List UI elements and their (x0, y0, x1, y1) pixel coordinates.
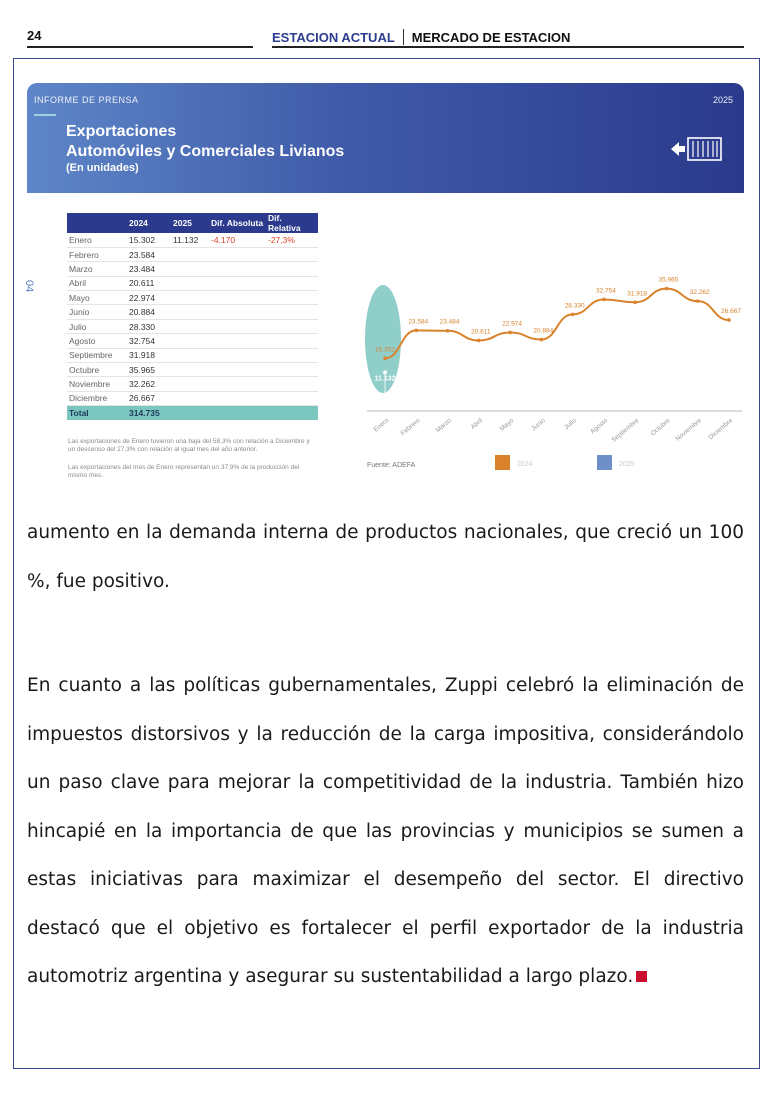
value-cell: 20.611 (127, 276, 171, 290)
series-2024-data-label: 28.330 (564, 302, 585, 310)
series-2024-data-label: 15.302 (375, 346, 395, 354)
value-cell (266, 334, 318, 348)
value-cell (209, 305, 266, 319)
legend-swatch (597, 455, 612, 470)
value-cell: 32.262 (127, 377, 171, 391)
total-cell: Total (67, 406, 127, 420)
body-paragraph-2-text: En cuanto a las políticas gubernamentales, Zuppi celebró la eliminación de impuestos distorsivos y la reducción de la carga impositiva, considerándolo un paso clave para mejorar la competitividad de la industria. También hizo hincapié en la importancia de que las provincias y municipios se sumen a estas iniciativas para maximizar el desempeño del sector. El directivo destacó que el objetivo es fortalecer el perfil exportador de la industria automotriz argentina y asegurar su sustentabilidad a largo plazo. (27, 675, 744, 987)
banner-title-line1: Exportaciones (66, 123, 177, 140)
series-2024-data-label: 35.965 (658, 276, 679, 284)
table-row (67, 363, 318, 377)
value-cell: -4.170 (209, 233, 266, 247)
banner-title (66, 122, 344, 162)
x-tick-label: Septiembre (610, 417, 641, 444)
x-tick-label: Octubre (649, 417, 672, 438)
running-header (272, 29, 570, 45)
banner-unit: (En unidades) (66, 162, 139, 174)
table-header-cell: Dif. Relativa (266, 213, 318, 233)
series-2024-point (383, 357, 387, 361)
value-cell: 32.754 (127, 334, 171, 348)
value-cell: 35.965 (127, 363, 171, 377)
month-cell: Mayo (67, 291, 127, 305)
value-cell (209, 247, 266, 261)
value-cell (171, 262, 209, 276)
table-row (67, 348, 318, 362)
table-row (67, 305, 318, 319)
total-cell (209, 406, 266, 420)
page-number: 24 (27, 28, 42, 43)
legend-swatch (495, 455, 510, 470)
table-row (67, 291, 318, 305)
value-cell (209, 319, 266, 333)
value-cell: 20.884 (127, 305, 171, 319)
value-cell (171, 291, 209, 305)
value-cell (266, 291, 318, 305)
banner-underline (34, 114, 56, 116)
body-paragraph-2 (27, 662, 744, 1002)
series-2024-point (414, 329, 418, 333)
value-cell: 26.667 (127, 391, 171, 405)
series-2024-line (385, 289, 729, 359)
exports-table (67, 213, 318, 420)
table-header-row (67, 213, 318, 233)
month-cell: Junio (67, 305, 127, 319)
month-cell: Abril (67, 276, 127, 290)
section-name: ESTACION ACTUAL (272, 29, 395, 45)
series-2024-point (571, 313, 575, 317)
body-paragraph-1: aumento en la demanda interna de productos nacionales, que creció un 100 %, fue positivo. (27, 522, 744, 592)
series-2024-point (727, 318, 731, 322)
total-cell (266, 406, 318, 420)
value-cell: 28.330 (127, 319, 171, 333)
series-2024-data-label: 22.974 (502, 320, 523, 328)
header-separator (403, 29, 404, 45)
banner-year: 2025 (712, 95, 733, 105)
subsection-name: MERCADO DE ESTACION (411, 29, 571, 45)
value-cell (266, 348, 318, 362)
month-cell: Septiembre (67, 348, 127, 362)
value-cell: -27,3% (266, 233, 318, 247)
series-2024-point (696, 299, 700, 303)
month-cell: Marzo (67, 262, 127, 276)
month-cell: Noviembre (67, 377, 127, 391)
table-total-row (67, 406, 318, 420)
table-header-cell: 2025 (171, 213, 209, 233)
total-cell (171, 406, 209, 420)
header-rule-right (272, 46, 744, 48)
series-2024-point (446, 329, 450, 333)
table-row (67, 391, 318, 405)
header-rule-left (27, 46, 253, 48)
value-cell (171, 391, 209, 405)
table-row (67, 377, 318, 391)
value-cell (209, 262, 266, 276)
value-cell (171, 247, 209, 261)
banner-kicker: INFORME DE PRENSA (34, 95, 139, 105)
series-2024-point (602, 298, 606, 302)
x-tick-label: Febrero (399, 417, 422, 438)
series-2024-data-label: 23.584 (408, 318, 429, 326)
value-cell (171, 348, 209, 362)
value-cell (209, 377, 266, 391)
value-cell (266, 377, 318, 391)
month-cell: Julio (67, 319, 127, 333)
series-2024-data-label: 32.262 (689, 289, 710, 297)
value-cell (171, 334, 209, 348)
value-cell: 23.484 (127, 262, 171, 276)
table-header-cell: Dif. Absoluta (209, 213, 266, 233)
table-row (67, 319, 318, 333)
table-header-cell: 2024 (127, 213, 171, 233)
table-note-1: Las exportaciones de Enero tuvieron una baja del 58,3% con relación a Diciembre y un descenso del 27,3% con relación al igual mes del año anterior. (68, 438, 310, 453)
series-2024-point (477, 339, 481, 343)
table-row (67, 247, 318, 261)
series-2024-data-label: 31.918 (627, 290, 648, 298)
total-cell: 314.735 (127, 406, 171, 420)
value-cell (266, 391, 318, 405)
value-cell (209, 391, 266, 405)
series-2025-point (383, 370, 387, 374)
legend-label: 2025 (619, 461, 635, 468)
x-tick-label: Junio (530, 417, 547, 433)
value-cell (209, 348, 266, 362)
value-cell (171, 276, 209, 290)
x-tick-label: Agosto (589, 417, 610, 436)
x-tick-label: Abril (469, 417, 485, 431)
value-cell: 11.132 (171, 233, 209, 247)
month-cell: Enero (67, 233, 127, 247)
legend-label: 2024 (517, 461, 533, 468)
table-row (67, 233, 318, 247)
table-note-2: Las exportaciones del mes de Enero representan un 37,9% de la producción del mismo mes. (68, 464, 300, 479)
series-2024-data-label: 20.884 (533, 327, 554, 335)
series-2024-point (665, 287, 669, 291)
value-cell (209, 363, 266, 377)
x-tick-label: Diciembre (707, 417, 735, 442)
month-cell: Agosto (67, 334, 127, 348)
figure-side-label: 04 (23, 280, 35, 293)
series-2024-data-label: 32.754 (595, 287, 616, 295)
value-cell (266, 319, 318, 333)
series-2024-data-label: 20.611 (471, 328, 491, 336)
value-cell: 23.584 (127, 247, 171, 261)
series-2024-data-label: 23.484 (439, 318, 460, 326)
value-cell (209, 334, 266, 348)
figure-banner (27, 83, 744, 193)
series-2025-data-label: 11.132 (374, 375, 396, 383)
table-header-cell (67, 213, 127, 233)
value-cell (266, 247, 318, 261)
value-cell (171, 377, 209, 391)
x-tick-label: Marzo (434, 417, 453, 435)
end-of-article-mark (636, 971, 647, 982)
exports-line-chart (357, 233, 747, 483)
table-row (67, 276, 318, 290)
series-2024-point (508, 331, 512, 335)
month-cell: Diciembre (67, 391, 127, 405)
value-cell (171, 305, 209, 319)
series-2024-point (633, 300, 637, 304)
month-cell: Febrero (67, 247, 127, 261)
value-cell (266, 363, 318, 377)
table-row (67, 334, 318, 348)
x-tick-label: Julio (563, 417, 578, 432)
press-report-figure (23, 83, 744, 487)
month-cell: Octubre (67, 363, 127, 377)
x-tick-label: Noviembre (674, 417, 704, 443)
value-cell (209, 276, 266, 290)
value-cell (266, 262, 318, 276)
value-cell: 22.974 (127, 291, 171, 305)
value-cell (209, 291, 266, 305)
value-cell: 31.918 (127, 348, 171, 362)
value-cell (171, 363, 209, 377)
shipping-container-icon (671, 135, 723, 163)
banner-title-line2: Automóviles y Comerciales Livianos (66, 143, 345, 160)
chart-source: Fuente: ADEFA (367, 462, 416, 469)
table-row (67, 262, 318, 276)
x-tick-label: Mayo (498, 417, 516, 433)
value-cell (266, 305, 318, 319)
x-tick-label: Enero (372, 417, 391, 434)
series-2024-point (540, 338, 544, 342)
series-2024-data-label: 26.667 (721, 307, 741, 315)
value-cell (266, 276, 318, 290)
value-cell (171, 319, 209, 333)
value-cell: 15.302 (127, 233, 171, 247)
